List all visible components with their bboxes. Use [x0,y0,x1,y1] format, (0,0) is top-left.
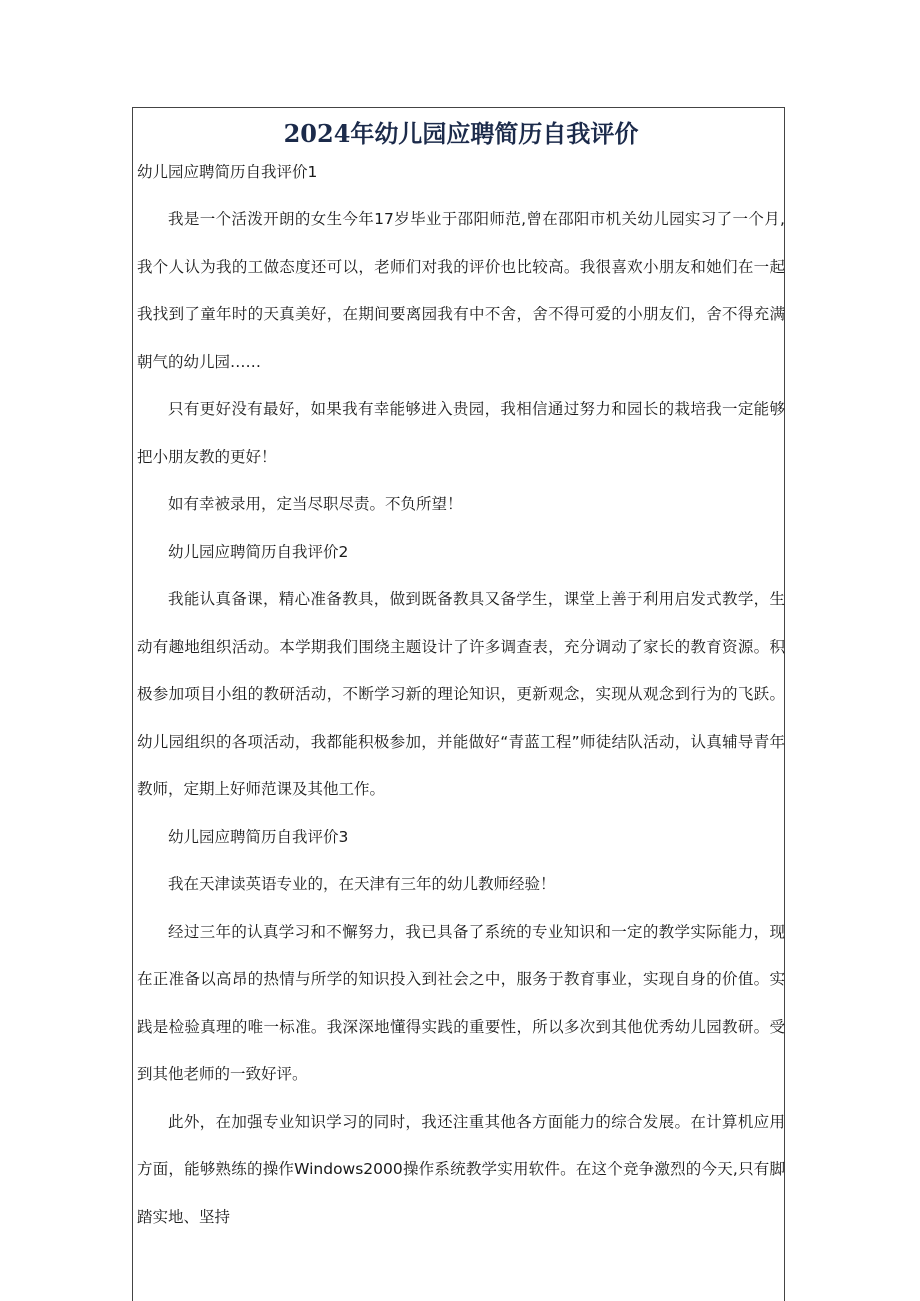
paragraph: 此外，在加强专业知识学习的同时，我还注重其他各方面能力的综合发展。在计算机应用方面，能够熟练的操作Windows2000操作系统教学实用软件。在这个竞争激烈的今天,只有脚踏实地、坚持 [137,1112,785,1226]
paragraph: 我在天津读英语专业的，在天津有三年的幼儿教师经验！ [168,875,556,893]
document-title: 2024年幼儿园应聘简历自我评价 [283,119,639,148]
section-heading-1: 幼儿园应聘简历自我评价1 [137,163,318,181]
document-body [137,112,785,1241]
paragraph: 我是一个活泼开朗的女生今年17岁毕业于邵阳师范,曾在邵阳市机关幼儿园实习了一个月,我个人认为我的工做态度还可以，老师们对我的评价也比较高。我很喜欢小朋友和她们在一起我找到了童年时的天真美好，在期间要离园我有中不舍，舍不得可爱的小朋友们，舍不得充满朝气的幼儿园…… [137,210,785,371]
section-heading-3: 幼儿园应聘简历自我评价3 [168,827,349,846]
paragraph: 经过三年的认真学习和不懈努力，我已具备了系统的专业知识和一定的教学实际能力，现在正准备以高昂的热情与所学的知识投入到社会之中，服务于教育事业，实现自身的价值。实践是检验真理的唯一标准。我深深地懂得实践的重要性，所以多次到其他优秀幼儿园教研。受到其他老师的一致好评。 [137,922,785,1083]
paragraph: 我能认真备课，精心准备教具，做到既备教具又备学生，课堂上善于利用启发式教学，生动有趣地组织活动。本学期我们围绕主题设计了许多调查表，充分调动了家长的教育资源。积极参加项目小组的教研活动，不断学习新的理论知识，更新观念，实现从观念到行为的飞跃。幼儿园组织的各项活动，我都能积极参加，并能做好“青蓝工程”师徒结队活动，认真辅导青年教师，定期上好师范课及其他工作。 [137,590,785,798]
section-heading-2: 幼儿园应聘简历自我评价2 [168,542,349,561]
paragraph: 只有更好没有最好，如果我有幸能够进入贵园，我相信通过努力和园长的栽培我一定能够把小朋友教的更好！ [137,400,785,466]
paragraph: 如有幸被录用，定当尽职尽责。不负所望！ [168,495,463,513]
